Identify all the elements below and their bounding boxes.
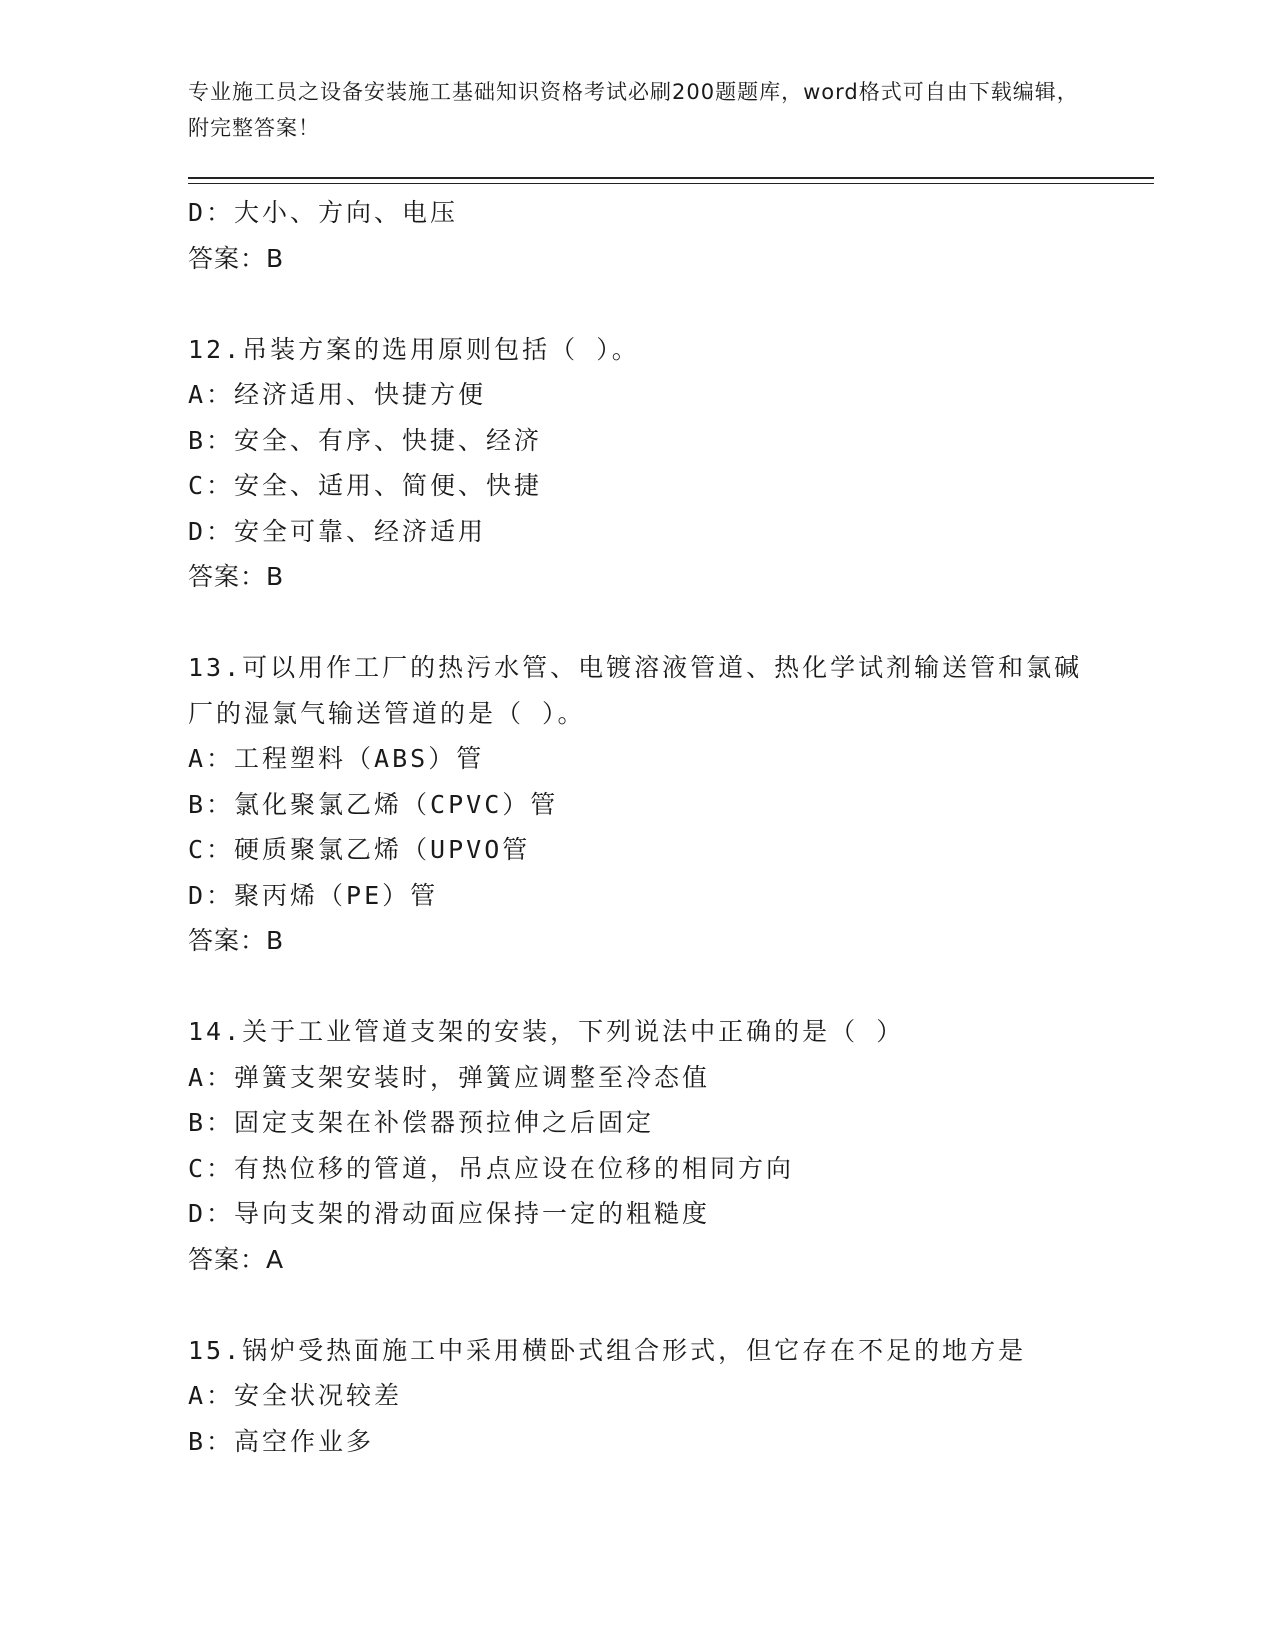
answer: 答案：B [188,926,285,955]
option-b: B：安全、有序、快捷、经济 [188,425,543,455]
spacer [188,600,1108,646]
answer: 答案：A [188,1244,285,1274]
answer: 答案：B [188,243,285,273]
question-stem: 13.可以用作工厂的热污水管、电镀溶液管道、热化学试剂输送管和氯碱厂的湿氯气输送管道的是（ ）。 [188,653,1083,728]
option-c: C：有热位移的管道，吊点应设在位移的相同方向 [188,1153,795,1183]
spacer [188,281,1108,327]
answer: 答案：B [188,562,285,591]
option-c: C：硬质聚氯乙烯（UPVO管 [188,835,531,864]
spacer [188,964,1108,1010]
option-b: B：固定支架在补偿器预拉伸之后固定 [188,1108,655,1137]
option-d: D：大小、方向、电压 [188,198,459,227]
option-a: A：经济适用、快捷方便 [188,380,487,409]
question-13 [188,645,1108,964]
option-a: A：工程塑料（ABS）管 [188,744,485,773]
question-11-tail [188,190,1108,281]
question-14 [188,1009,1108,1282]
question-12 [188,327,1108,600]
header-divider [188,177,1154,179]
option-c: C：安全、适用、简便、快捷 [188,471,543,500]
option-d: D：聚丙烯（PE）管 [188,880,439,910]
document-header [188,74,1088,146]
question-15 [188,1328,1108,1465]
option-d: D：导向支架的滑动面应保持一定的粗糙度 [188,1199,711,1228]
header-divider-thin [188,183,1154,184]
option-d: D：安全可靠、经济适用 [188,516,487,546]
spacer [188,1282,1108,1328]
option-b: B：高空作业多 [188,1426,375,1456]
option-a: A：弹簧支架安装时，弹簧应调整至冷态值 [188,1062,711,1092]
question-stem: 14.关于工业管道支架的安装，下列说法中正确的是（ ） [188,1017,905,1046]
option-b: B：氯化聚氯乙烯（CPVC）管 [188,789,559,819]
option-a: A：安全状况较差 [188,1381,403,1410]
question-stem: 15.锅炉受热面施工中采用横卧式组合形式，但它存在不足的地方是 [188,1335,1027,1365]
header-title: 专业施工员之设备安装施工基础知识资格考试必刷200题题库，word格式可自由下载编辑，附完整答案！ [188,80,1079,140]
question-stem: 12.吊装方案的选用原则包括（ ）。 [188,334,640,364]
document-body [188,190,1108,1464]
